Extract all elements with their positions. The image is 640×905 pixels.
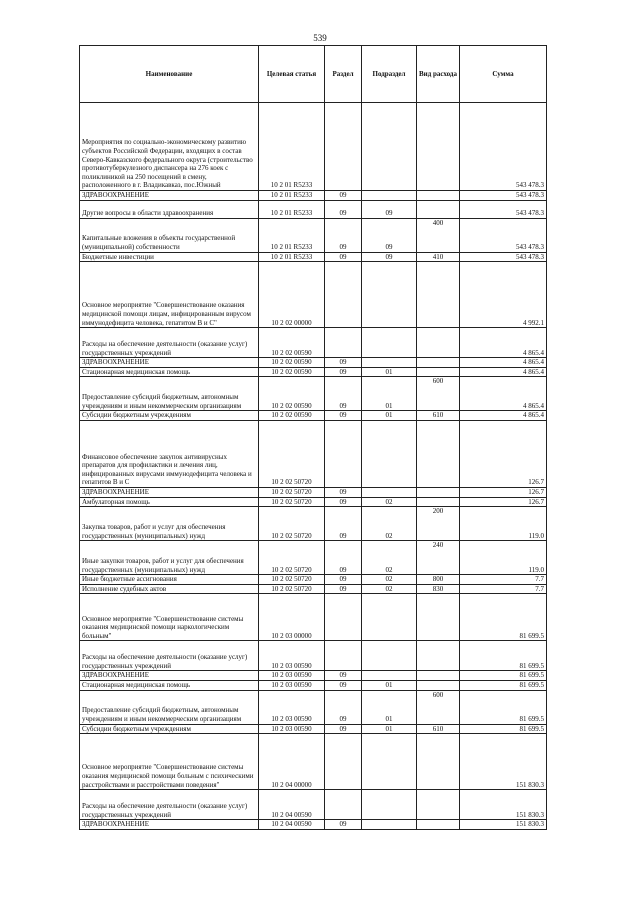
table-row (80, 734, 547, 790)
row-sum: 543 478.3 (460, 218, 547, 252)
table-row (80, 103, 547, 191)
row-code: 10 2 01 R5233 (259, 218, 325, 252)
row-name: Основное мероприятие "Совершенствование системы оказания медицинской помощи больным с психическими расстройствами и расстройствами поведения" (80, 734, 259, 790)
row-subsection (362, 358, 417, 368)
table-header-row (80, 46, 547, 103)
row-sum: 151 830.3 (460, 734, 547, 790)
row-name: Стационарная медицинская помощь (80, 680, 259, 690)
row-section: 09 (325, 200, 362, 218)
table-row (80, 411, 547, 421)
row-sum: 151 830.3 (460, 820, 547, 830)
row-subsection: 01 (362, 680, 417, 690)
row-sum: 81 699.5 (460, 641, 547, 671)
row-sum: 81 699.5 (460, 680, 547, 690)
table-row (80, 690, 547, 724)
row-code: 10 2 02 50720 (259, 487, 325, 497)
row-code: 10 2 03 00590 (259, 671, 325, 681)
table-row (80, 191, 547, 201)
row-section: 09 (325, 820, 362, 830)
row-section (325, 420, 362, 487)
row-type: 240 (417, 541, 460, 575)
row-subsection: 01 (362, 724, 417, 734)
row-name: ЗДРАВООХРАНЕНИЕ (80, 487, 259, 497)
row-type (417, 262, 460, 328)
page-number: 539 (313, 33, 327, 43)
table-row (80, 262, 547, 328)
row-code: 10 2 03 00000 (259, 594, 325, 641)
row-sum: 543 478.3 (460, 191, 547, 201)
row-type (417, 358, 460, 368)
row-section (325, 328, 362, 358)
row-name: Финансовое обеспечение закупок антивирусных препаратов для профилактики и лечения лиц, инфицированных вирусами иммунодефицита человека и гепатитов В и С (80, 420, 259, 487)
row-name: Исполнение судебных актов (80, 584, 259, 594)
header-sum: Сумма (460, 46, 547, 103)
row-name: Расходы на обеспечение деятельности (оказание услуг) государственных учреждений (80, 328, 259, 358)
row-section: 09 (325, 358, 362, 368)
row-name: Расходы на обеспечение деятельности (оказание услуг) государственных учреждений (80, 641, 259, 671)
header-section: Раздел (325, 46, 362, 103)
row-subsection: 02 (362, 507, 417, 541)
row-sum: 7.7 (460, 584, 547, 594)
row-type: 600 (417, 377, 460, 411)
row-name: Иные закупки товаров, работ и услуг для обеспечения государственных (муниципальных) нужд (80, 541, 259, 575)
table-row (80, 200, 547, 218)
row-section: 09 (325, 575, 362, 585)
row-subsection: 02 (362, 541, 417, 575)
row-type: 200 (417, 507, 460, 541)
row-code: 10 2 01 R5233 (259, 200, 325, 218)
table-row (80, 358, 547, 368)
row-subsection (362, 734, 417, 790)
row-section (325, 262, 362, 328)
row-section: 09 (325, 191, 362, 201)
row-code: 10 2 04 00590 (259, 820, 325, 830)
row-type: 610 (417, 724, 460, 734)
row-section: 09 (325, 367, 362, 377)
row-section (325, 103, 362, 191)
table-row (80, 218, 547, 252)
table-row (80, 328, 547, 358)
row-name: ЗДРАВООХРАНЕНИЕ (80, 358, 259, 368)
row-subsection: 01 (362, 411, 417, 421)
row-sum: 4 865.4 (460, 328, 547, 358)
row-section (325, 790, 362, 820)
row-type (417, 328, 460, 358)
row-type (417, 680, 460, 690)
row-sum: 4 865.4 (460, 358, 547, 368)
row-code: 10 2 01 R5233 (259, 252, 325, 262)
table-row (80, 377, 547, 411)
row-code: 10 2 03 00590 (259, 690, 325, 724)
row-section: 09 (325, 377, 362, 411)
table-row (80, 820, 547, 830)
row-subsection (362, 487, 417, 497)
row-sum: 151 830.3 (460, 790, 547, 820)
row-code: 10 2 01 R5233 (259, 191, 325, 201)
row-name: Предоставление субсидий бюджетным, автономным учреждениям и иным некоммерческим организациям (80, 377, 259, 411)
row-type (417, 200, 460, 218)
row-section: 09 (325, 724, 362, 734)
table-row (80, 724, 547, 734)
table-row (80, 497, 547, 507)
row-name: Другие вопросы в области здравоохранения (80, 200, 259, 218)
row-type: 610 (417, 411, 460, 421)
row-sum: 543 478.3 (460, 103, 547, 191)
row-code: 10 2 02 00590 (259, 328, 325, 358)
row-name: Основное мероприятие "Совершенствование оказания медицинской помощи лицам, инфицированным вирусом иммунодефицита человека, гепатитом В и С" (80, 262, 259, 328)
row-section: 09 (325, 487, 362, 497)
row-section: 09 (325, 218, 362, 252)
table-row (80, 367, 547, 377)
row-sum: 81 699.5 (460, 724, 547, 734)
table-row (80, 252, 547, 262)
row-name: ЗДРАВООХРАНЕНИЕ (80, 191, 259, 201)
header-code: Целевая статья (259, 46, 325, 103)
row-subsection: 01 (362, 367, 417, 377)
row-type (417, 820, 460, 830)
row-subsection: 02 (362, 497, 417, 507)
table-row (80, 641, 547, 671)
row-type (417, 367, 460, 377)
row-code: 10 2 02 00590 (259, 411, 325, 421)
row-name: Субсидии бюджетным учреждениям (80, 724, 259, 734)
row-name: Мероприятия по социально-экономическому развитию субъектов Российской Федерации, входящих в состав Северо-Кавказского федерального округа (строительство противотуберкулезного диспансера на 276 коек с поликлиникой на 250 посещений в смену, расположенного в г. Владикавказ, пос.Южный (80, 103, 259, 191)
row-subsection (362, 328, 417, 358)
row-type (417, 671, 460, 681)
row-name: Основное мероприятие "Совершенствование системы оказания медицинской помощи наркологическим больным" (80, 594, 259, 641)
row-sum: 126.7 (460, 487, 547, 497)
row-section: 09 (325, 507, 362, 541)
row-sum: 4 992.1 (460, 262, 547, 328)
row-sum: 126.7 (460, 497, 547, 507)
row-subsection (362, 594, 417, 641)
row-subsection: 09 (362, 200, 417, 218)
row-section: 09 (325, 680, 362, 690)
row-name: Бюджетные инвестиции (80, 252, 259, 262)
header-name: Наименование (80, 46, 259, 103)
row-section: 09 (325, 411, 362, 421)
row-section (325, 641, 362, 671)
row-sum: 119.0 (460, 541, 547, 575)
table-row (80, 487, 547, 497)
row-type: 800 (417, 575, 460, 585)
row-subsection: 09 (362, 252, 417, 262)
row-code: 10 2 02 00590 (259, 367, 325, 377)
table-row (80, 671, 547, 681)
row-section: 09 (325, 252, 362, 262)
row-section (325, 734, 362, 790)
row-subsection (362, 262, 417, 328)
row-type (417, 103, 460, 191)
row-name: Расходы на обеспечение деятельности (оказание услуг) государственных учреждений (80, 790, 259, 820)
row-code: 10 2 02 50720 (259, 575, 325, 585)
row-name: ЗДРАВООХРАНЕНИЕ (80, 671, 259, 681)
row-name: Капитальные вложения в объекты государственной (муниципальной) собственности (80, 218, 259, 252)
row-code: 10 2 02 50720 (259, 541, 325, 575)
row-name: Закупка товаров, работ и услуг для обеспечения государственных (муниципальных) нужд (80, 507, 259, 541)
row-type (417, 594, 460, 641)
row-code: 10 2 02 00590 (259, 358, 325, 368)
row-sum: 4 865.4 (460, 377, 547, 411)
row-code: 10 2 02 50720 (259, 420, 325, 487)
row-code: 10 2 02 50720 (259, 507, 325, 541)
row-sum: 4 865.4 (460, 411, 547, 421)
row-sum: 4 865.4 (460, 367, 547, 377)
budget-table (79, 45, 547, 830)
row-type (417, 790, 460, 820)
row-subsection (362, 191, 417, 201)
row-type (417, 487, 460, 497)
row-code: 10 2 02 00590 (259, 377, 325, 411)
table-row (80, 790, 547, 820)
table-row (80, 680, 547, 690)
row-subsection: 02 (362, 584, 417, 594)
table-row (80, 584, 547, 594)
row-subsection (362, 820, 417, 830)
row-sum: 81 699.5 (460, 690, 547, 724)
row-subsection: 02 (362, 575, 417, 585)
row-subsection (362, 790, 417, 820)
row-sum: 7.7 (460, 575, 547, 585)
row-code: 10 2 03 00590 (259, 641, 325, 671)
table-row (80, 594, 547, 641)
row-section: 09 (325, 671, 362, 681)
header-type: Вид расхода (417, 46, 460, 103)
row-type (417, 497, 460, 507)
row-sum: 81 699.5 (460, 594, 547, 641)
row-code: 10 2 02 50720 (259, 497, 325, 507)
row-subsection (362, 641, 417, 671)
row-type: 830 (417, 584, 460, 594)
row-section: 09 (325, 690, 362, 724)
row-name: Субсидии бюджетным учреждениям (80, 411, 259, 421)
row-subsection (362, 671, 417, 681)
row-sum: 126.7 (460, 420, 547, 487)
row-sum: 81 699.5 (460, 671, 547, 681)
row-name: Предоставление субсидий бюджетным, автономным учреждениям и иным некоммерческим организациям (80, 690, 259, 724)
row-section: 09 (325, 497, 362, 507)
table-row (80, 420, 547, 487)
row-section: 09 (325, 541, 362, 575)
row-sum: 543 478.3 (460, 252, 547, 262)
row-name: Иные бюджетные ассигнования (80, 575, 259, 585)
row-code: 10 2 04 00590 (259, 790, 325, 820)
row-code: 10 2 03 00590 (259, 680, 325, 690)
row-type (417, 420, 460, 487)
row-code: 10 2 01 R5233 (259, 103, 325, 191)
row-subsection (362, 103, 417, 191)
row-type: 600 (417, 690, 460, 724)
row-section (325, 594, 362, 641)
row-type (417, 734, 460, 790)
row-code: 10 2 04 00000 (259, 734, 325, 790)
row-sum: 543 478.3 (460, 200, 547, 218)
row-section: 09 (325, 584, 362, 594)
header-subsection: Подраздел (362, 46, 417, 103)
row-name: ЗДРАВООХРАНЕНИЕ (80, 820, 259, 830)
row-name: Стационарная медицинская помощь (80, 367, 259, 377)
row-code: 10 2 02 50720 (259, 584, 325, 594)
row-subsection: 09 (362, 218, 417, 252)
table-row (80, 575, 547, 585)
row-subsection: 01 (362, 377, 417, 411)
row-sum: 119.0 (460, 507, 547, 541)
row-subsection: 01 (362, 690, 417, 724)
row-type: 400 (417, 218, 460, 252)
table-row (80, 541, 547, 575)
row-subsection (362, 420, 417, 487)
row-code: 10 2 03 00590 (259, 724, 325, 734)
row-code: 10 2 02 00000 (259, 262, 325, 328)
row-type: 410 (417, 252, 460, 262)
row-name: Амбулаторная помощь (80, 497, 259, 507)
table-row (80, 507, 547, 541)
row-type (417, 641, 460, 671)
row-type (417, 191, 460, 201)
